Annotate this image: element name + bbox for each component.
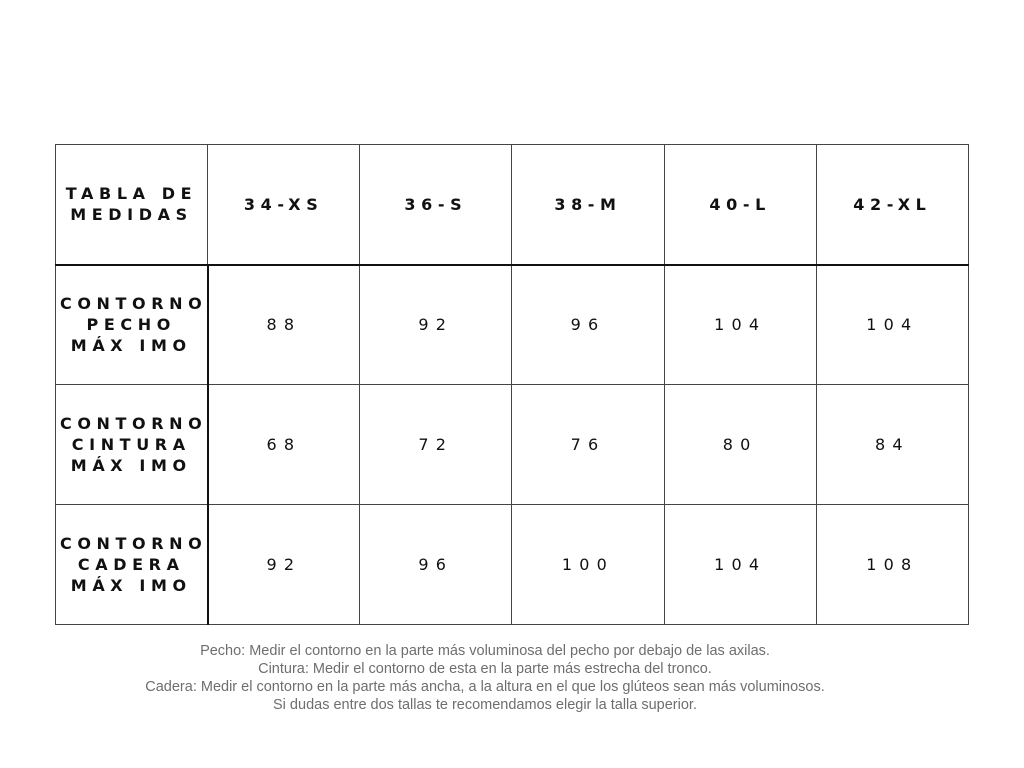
table-title-cell: TABLA DE MEDIDAS [56,145,208,265]
table-header-row [56,145,969,265]
size-header-34-xs: 34-XS [208,145,360,265]
row-label-cadera: CONTORNO CADERA MÁX IMO [56,505,208,625]
row-label-pecho: CONTORNO PECHO MÁX IMO [56,265,208,385]
value-cell: 96 [512,265,664,385]
size-chart-table [55,144,969,625]
note-size-advice: Si dudas entre dos tallas te recomendamos elegir la talla superior. [273,697,697,713]
value-cell: 84 [816,385,968,505]
value-cell: 76 [512,385,664,505]
note-cintura: Cintura: Medir el contorno de esta en la parte más estrecha del tronco. [258,661,712,677]
table-row-cintura [56,385,969,505]
value-cell: 80 [664,385,816,505]
size-header-38-m: 38-M [512,145,664,265]
value-cell: 104 [664,505,816,625]
value-cell: 92 [360,265,512,385]
size-header-36-s: 36-S [360,145,512,265]
size-header-42-xl: 42-XL [816,145,968,265]
measurement-notes [0,642,970,714]
value-cell: 88 [208,265,360,385]
table-row-cadera [56,505,969,625]
note-pecho: Pecho: Medir el contorno en la parte más voluminosa del pecho por debajo de las axilas. [200,643,770,659]
value-cell: 108 [816,505,968,625]
note-cadera: Cadera: Medir el contorno en la parte más ancha, a la altura en el que los glúteos sean más voluminosos. [145,679,825,695]
value-cell: 96 [360,505,512,625]
value-cell: 104 [816,265,968,385]
row-label-cintura: CONTORNO CINTURA MÁX IMO [56,385,208,505]
value-cell: 72 [360,385,512,505]
value-cell: 104 [664,265,816,385]
size-header-40-l: 40-L [664,145,816,265]
value-cell: 100 [512,505,664,625]
table-row-pecho [56,265,969,385]
value-cell: 68 [208,385,360,505]
value-cell: 92 [208,505,360,625]
